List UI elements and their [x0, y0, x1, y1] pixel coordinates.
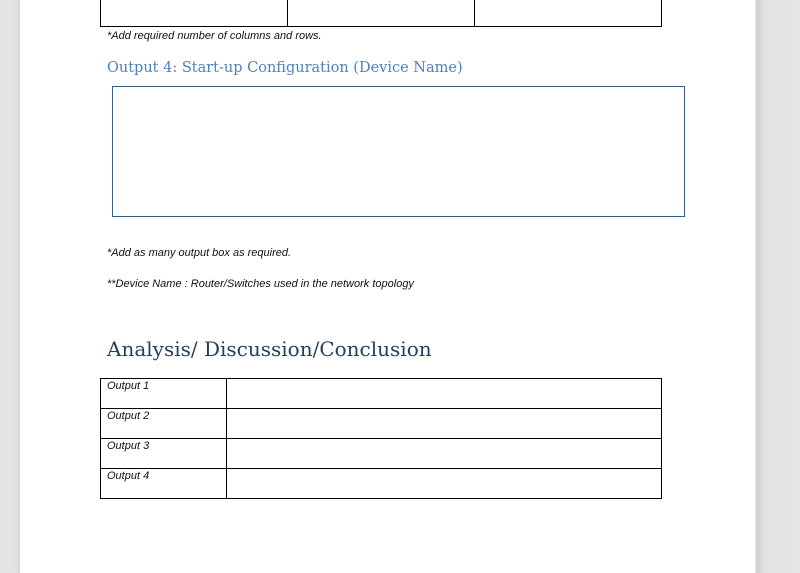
- row-label: Output 1: [101, 379, 227, 409]
- row-content-cell[interactable]: [227, 409, 662, 439]
- row-label: Output 4: [101, 469, 227, 499]
- table-cell[interactable]: [288, 0, 475, 26]
- output4-box[interactable]: [112, 86, 685, 217]
- note-device-name: **Device Name : Router/Switches used in the network topology: [107, 278, 414, 290]
- table-row: [101, 409, 662, 439]
- table-row: [101, 379, 662, 409]
- row-content-cell[interactable]: [227, 469, 662, 499]
- document-page[interactable]: [20, 0, 755, 573]
- row-label: Output 3: [101, 439, 227, 469]
- analysis-heading: Analysis/ Discussion/Conclusion: [107, 337, 432, 361]
- note-output-box: *Add as many output box as required.: [107, 247, 292, 259]
- table-row: [101, 469, 662, 499]
- output4-heading: Output 4: Start-up Configuration (Device Name): [107, 60, 463, 76]
- table-cell[interactable]: [101, 0, 288, 26]
- analysis-table: [100, 378, 662, 499]
- row-content-cell[interactable]: [227, 379, 662, 409]
- table-row: [101, 439, 662, 469]
- previous-output-table: [100, 0, 662, 27]
- row-label: Output 2: [101, 409, 227, 439]
- row-content-cell[interactable]: [227, 439, 662, 469]
- table-cell[interactable]: [475, 0, 661, 26]
- note-columns-rows: *Add required number of columns and rows.: [107, 30, 322, 42]
